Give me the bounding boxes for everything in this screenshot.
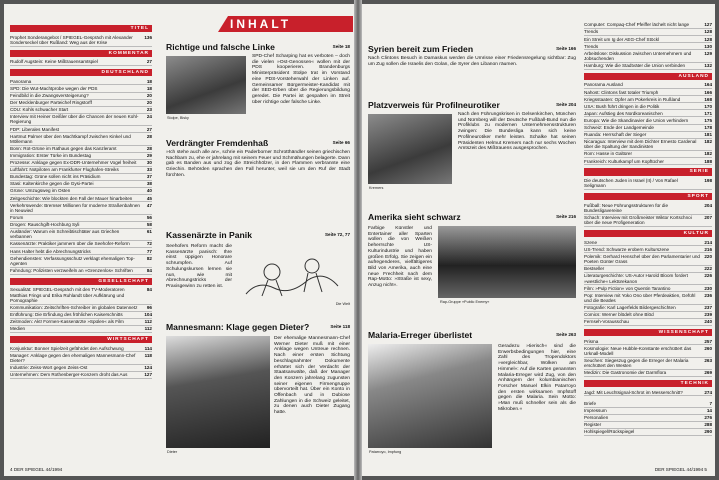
toc-entry-page: 290	[704, 429, 712, 435]
toc-entry-page: 28	[146, 133, 152, 139]
toc-entry-page: 124	[144, 365, 152, 371]
toc-entry-text: Trends	[584, 29, 599, 35]
toc-entry-page: 18	[146, 78, 152, 84]
toc-entry-page: 276	[704, 415, 712, 421]
toc-entry-text: Die deutschen Juden in Israel (II) / Von Rafael Seligmann	[584, 177, 678, 189]
article-title: Kassenärzte in Panik	[166, 230, 252, 240]
toc-entry	[10, 365, 152, 372]
toc-entry	[10, 107, 152, 114]
toc-entry-text: US-Trend: Schwarze erobern Kulturszene	[584, 246, 670, 252]
toc-entry	[584, 292, 712, 304]
toc-entry-page: 128	[704, 36, 712, 42]
toc-entry-page: 240	[704, 319, 712, 325]
toc-section-header: AUSLAND	[584, 73, 712, 80]
toc-entry	[584, 63, 712, 70]
toc-entry	[584, 305, 712, 312]
toc-entry-text: Literaturgeschichte: US-Autor Harold Bloom fordert »westliche« Lektürekanon	[584, 273, 688, 284]
toc-entry-page: 27	[146, 59, 152, 65]
toc-entry-text: Bonn: Rot-Grüne im Rathaus gegen das Kanzleramt	[10, 145, 117, 151]
toc-entry	[584, 400, 712, 407]
article-amerika	[368, 212, 576, 308]
toc-entry-text: Fußball: Neue Führungsstrukturen für die Bundesligavereine	[584, 202, 669, 213]
toc-entry	[584, 358, 712, 370]
toc-entry-text: Zeitgeschichte: Wie blockten den Fall der Mauer hinarbeiten	[10, 195, 133, 201]
inhalt-title: INHALT	[230, 17, 292, 31]
toc-entry-text: Panorama	[10, 78, 32, 84]
article-photo	[368, 114, 452, 184]
toc-entry-text: Japan: Aufstieg des Nordkoreanischen	[584, 110, 663, 116]
toc-entry	[10, 268, 152, 275]
toc-entry-page: 239	[704, 312, 712, 318]
toc-entry	[10, 93, 152, 100]
toc-entry-page: 178	[704, 124, 712, 130]
toc-entry-text: Immigration: Erster Türke im Bundestag	[10, 153, 92, 159]
toc-entry	[10, 181, 152, 188]
toc-entry-text: Rudolf Augstein: Keine Mißtrauensamtspiel	[10, 59, 98, 65]
toc-entry-text: Register	[584, 422, 602, 428]
toc-entry-text: Schweiz: Ende der Landgemeinde	[584, 124, 654, 130]
toc-entry-page: 182	[704, 139, 712, 145]
toc-entry	[584, 370, 712, 377]
toc-entry	[584, 89, 712, 96]
toc-entry-text: Fotografie: Karl Lagerfelds Bildergeschichten	[584, 305, 676, 311]
toc-entry-page: 236	[704, 292, 712, 298]
article-title: Syrien bereit zum Frieden	[368, 44, 474, 54]
toc-section-header: KOMMENTAR	[10, 50, 152, 57]
toc-entry-page: 132	[704, 63, 712, 69]
toc-entry	[584, 239, 712, 246]
toc-entry-page: 84	[146, 268, 152, 274]
article-body: Der ehemalige Mannesmann-Chef Werner Dieter muß mit einer Anklage wegen Untreue rechnen. Nach einer ersten Sichtung beschlagnahmter Dokumente erhärtet sich der Verdacht der Staatsanwälte, daß der Manager den Konzern jahrelang zugunsten seiner eigenen Firmengruppe übervorteilt hat. Über ein Konto in Offenbach und in Dubiose Zahlungen in die Schweiz geleitet, zu denen auch Dieter Zugang hatte.	[274, 336, 350, 416]
toc-entry-page: 77	[146, 248, 152, 254]
toc-entry	[10, 215, 152, 222]
toc-entry-page: 20	[146, 92, 152, 98]
toc-entry-page: 214	[704, 239, 712, 245]
toc-entry-text: Industrie: Zeiss-Wort gegen Zeiss-Ost	[10, 365, 88, 371]
toc-entry	[10, 126, 152, 133]
toc-entry-text: Konjunktur: Bonner Spielzeit gefährdet den Aufschwung	[10, 345, 124, 351]
toc-entry-text: Grüne: Umzugsweg im Osten	[10, 188, 71, 194]
toc-entry-text: Gehendiensten: Verfassungsschutz verklagt ehemaligen Top-Agenten	[10, 255, 135, 266]
toc-section-header: TITEL	[10, 25, 152, 32]
toc-entry-text: Prisma	[584, 338, 599, 344]
toc-entry-page: 166	[704, 89, 712, 95]
toc-entry	[584, 158, 712, 165]
toc-entry-page: 14	[706, 407, 712, 413]
toc-entry	[10, 34, 152, 46]
toc-entry-page: 82	[146, 255, 152, 261]
toc-entry-page: 96	[146, 305, 152, 311]
toc-entry-page: 72	[146, 241, 152, 247]
toc-entry-page: 198	[704, 177, 712, 183]
toc-entry-text: Stasi: Kaltenkirche gegen die Gysi-Partei	[10, 181, 94, 187]
toc-entry-text: Nicaragua: Interview mit dem Dichter Ernesto Cardenal über die Spaltung der Sandinisten	[584, 139, 697, 150]
photo-caption: Kremers	[369, 186, 384, 190]
article-body: SPD-Chef Scharping hat es verboten – doch die vielen »Ost-Genossen« wollen mit der PDS kooperieren. Brandenburgs Ministerpräsident Stolpe trat im Vorstand eine PDS-Vorsteherwahl der Linken auf. Gemeinsamer Bürgermeister-Kandidat mit der SED-Erben über die Regierungsbildung geredet. Die Partei ist gespalten im Streit über richtige oder falsche Linke.	[252, 54, 350, 105]
article-kassenaerzte	[166, 230, 350, 308]
toc-entry-page: 226	[704, 273, 712, 279]
toc-entry-page: 170	[704, 103, 712, 109]
toc-entry	[10, 241, 152, 248]
toc-entry	[10, 167, 152, 174]
toc-entry	[584, 178, 712, 190]
cartoon-illustration	[238, 250, 346, 300]
article-page: Seite 216	[556, 214, 576, 219]
toc-entry	[584, 22, 712, 29]
toc-entry-page: 269	[704, 370, 712, 376]
toc-entry	[584, 117, 712, 124]
toc-entry	[10, 59, 152, 66]
toc-entry-page: 181	[704, 132, 712, 137]
toc-entry-page: 118	[144, 352, 152, 358]
toc-entry	[10, 305, 152, 312]
toc-entry-page: 56	[146, 214, 152, 220]
toc-entry	[584, 43, 712, 50]
toc-entry	[10, 287, 152, 305]
article-body: Nach Clintons Besuch in Damaskus werden die Umrisse einer Friedensregelung sichtbar: Zug um Zug sollen die Israelis den Golan, die Syrer den Libanon räumen.	[368, 56, 576, 67]
toc-entry	[584, 253, 712, 265]
toc-entry	[584, 132, 712, 139]
toc-entry	[584, 151, 712, 158]
toc-entry-page: 263	[704, 358, 712, 364]
toc-entry	[10, 372, 152, 379]
toc-entry	[10, 114, 152, 126]
toc-entry	[10, 188, 152, 195]
toc-entry-text: Kassenärzte: Praktiker jammern über die Seehofer-Reform	[10, 241, 130, 247]
toc-entry	[10, 78, 152, 85]
toc-entry-page: 45	[146, 195, 152, 201]
toc-entry-text: Interview mit Heiner Geißler über die Chancen der neuen Kohl-Regierung	[10, 114, 139, 125]
toc-entry-page: 61	[146, 229, 152, 235]
toc-entry-page: 30	[146, 160, 152, 166]
toc-section-header: KULTUR	[584, 230, 712, 237]
article-body: Seehofers Reform macht die Kassenärzte panisch: Ihre einst üppigen Honorare schrumpfen. Auf Schulungskursen lernen sie nun, wie mit Abrechnungstricks der Praxisgewinn zu retten ist.	[166, 244, 232, 289]
article-body: Farbige Künstler und Entertainer aller Sparten wollen die von Weißen beherrschte US-Kulturindustrie und haben großen Erfolg. Sie zeigen ein aufregenderes, vielfältigeres Bild von Amerika, auch eine neue Frechheit nach dem Rap-Motto: »Straße ist sexy, Anzug nicht«.	[368, 226, 432, 289]
toc-entry	[10, 195, 152, 202]
toc-entry-page: 18	[146, 85, 152, 91]
toc-entry	[584, 103, 712, 110]
toc-entry-text: Comics: Werner blödelt ohne Blöd	[584, 312, 654, 318]
toc-entry-text: Feindbild in die Zwangsversteigerung?	[10, 92, 89, 98]
toc-entry-text: Trends	[584, 43, 599, 49]
toc-entry-page: 274	[704, 389, 712, 395]
toc-entry-text: Entführung: Die Erfindung des fröhlichen Kaiserschnitts	[10, 312, 123, 318]
toc-entry-text: Unternehmen: Dem Rothenberger-Konzern droht das Aus	[10, 372, 128, 378]
toc-entry-text: Rom: Hasse in Galtürer	[584, 151, 632, 157]
article-photo	[438, 226, 576, 298]
toc-entry	[10, 222, 152, 229]
article-title: Verdrängter Fremdenhaß	[166, 138, 269, 148]
toc-entry-page: 104	[144, 312, 152, 318]
toc-entry-text: Ausländer: Warum ein Schreibtischtäter aus Griechen verbannen	[10, 229, 120, 240]
article-page: Seite 66	[332, 140, 350, 145]
article-mannesmann	[166, 322, 350, 462]
toc-entry-page: 7	[709, 400, 712, 406]
toc-entry-text: Sexualität: SPIEGEL-Gespräch mit den TV-Moderatoren Matthias Frings und Erika Ruhlandt über Aufklärung und Pornographie	[10, 287, 125, 303]
toc-entry-text: USA: Bush führt dringen in die Politik	[584, 103, 660, 109]
toc-entry-text: Ruanda: Herrschaft der Sieger	[584, 132, 647, 137]
toc-entry-page: 33	[146, 167, 152, 173]
toc-entry-text: Schach: Interview mit Großmeister Wiktor Kortschnoi über die neue Profigeneration	[584, 214, 692, 226]
toc-entry-text: Prophet Sonderangebot / SPIEGEL-Gespräch mit Alexander Sonderseckel über Rußland: Weg aus der Krise	[10, 34, 133, 45]
toc-entry-page: 188	[704, 158, 712, 164]
toc-entry-page: 20	[146, 99, 152, 105]
photo-caption: Rap-Gruppe »Public Enemy«	[440, 300, 490, 304]
toc-entry-text: Drogen: Rauschgift-Hochburg Syli	[10, 222, 80, 228]
toc-entry	[584, 285, 712, 292]
toc-entry-page: 168	[704, 96, 712, 102]
article-body: Geradezu »tierisch« sind die Erwerbsbedingungen hier, eine Zahl des Tropendoktors »vergleichbar, Wolken am Himmel«: Auf die Karten genannten Malaria-Erreger wird Zug, von den Anhängern der kolumbianischen Forscher Manuel Elkin Patarroyo den ersten wirksamen Impfstoff gegen die Malaria. Sein Motto: »Man muß schneller sein als die Mikroben.«	[498, 344, 576, 412]
toc-entry-text: Forum	[10, 214, 24, 220]
toc-entry-text: Impressum	[584, 407, 607, 413]
article-syrien	[368, 44, 576, 96]
toc-entry-text: Luftfahrt: Notpiloten am Frankfurter Flughafen-Streiks	[10, 167, 119, 173]
toc-entry-page: 24	[146, 114, 152, 120]
portrait-photo	[166, 336, 270, 448]
toc-entry	[10, 133, 152, 145]
article-malaria	[368, 330, 576, 464]
toc-entry-text: Hartmut Palmer über den Machtkampf zwischen Kinkel und Möllemann	[10, 133, 131, 144]
toc-entry-text: Briefe	[584, 400, 597, 406]
toc-entry-page: 58	[146, 222, 152, 228]
toc-entry	[584, 36, 712, 43]
photo-caption: Stolpe, Bisky	[167, 116, 189, 120]
toc-entry	[584, 319, 712, 326]
toc-section-header: SPORT	[584, 193, 712, 200]
toc-entry	[584, 50, 712, 62]
toc-entry	[584, 273, 712, 285]
inhalt-banner	[218, 16, 353, 32]
toc-entry-page: 37	[146, 174, 152, 180]
toc-entry-text: Medizin: Die Gastronomie der Darmflora	[584, 370, 667, 376]
toc-entry-text: Hans Halter hebt die Abrechnungstricks	[10, 248, 91, 254]
toc-entry-text: Ein Streit um Ig der AEG-Chef Stöckl	[584, 36, 660, 42]
toc-entry	[10, 326, 152, 333]
toc-entry-page: 23	[146, 107, 152, 113]
toc-section-header: GESELLSCHAFT	[10, 278, 152, 285]
toc-entry-page: 38	[146, 181, 152, 187]
toc-entry-page: 222	[704, 266, 712, 272]
cartoon-caption: Die Welt	[335, 302, 350, 306]
toc-entry-text: Panorama Ausland	[584, 82, 623, 88]
toc-entry-text: Fahndung: Polizisten verzweifeln an »Grenzenlos« Schriften	[10, 268, 133, 274]
toc-entry	[584, 215, 712, 227]
article-page: Seite 118	[330, 324, 350, 329]
toc-entry	[584, 202, 712, 214]
toc-entry-page: 112	[144, 319, 152, 325]
article-richtige-linke	[166, 42, 350, 137]
toc-entry-page: 182	[704, 151, 712, 157]
toc-entry-page: 28	[146, 145, 152, 151]
article-page: Seite 72, 77	[324, 232, 350, 237]
toc-entry-page: 257	[704, 338, 712, 344]
toc-entry-page: 216	[704, 246, 712, 252]
toc-entry-text: CDU: Kohls schwacher Start	[10, 107, 69, 113]
article-title: Mannesmann: Klage gegen Dieter?	[166, 322, 310, 332]
toc-section-header: SERIE	[584, 168, 712, 175]
toc-entry-page: 130	[704, 43, 712, 49]
toc-entry	[10, 352, 152, 364]
article-title: Platzverweis für Profilneurotiker	[368, 100, 500, 110]
toc-entry	[10, 146, 152, 153]
toc-entry-text: Fernseh-Vorausschau	[584, 319, 629, 325]
toc-entry-text: SPD: Die Wut-Machtprobe wegen der PDS	[10, 85, 98, 91]
toc-entry-text: Hohlspiegel/Rückspiegel	[584, 429, 635, 435]
article-page: Seite 166	[556, 46, 576, 51]
article-body: »Ich stehe auch alle an«, schrie ein Paderborner Schrotthändler seinen griechischen Nachbarn zu, ehe er jahrelang mit seinem Feuer und Schmähungen belagerte. Dann gab es Banden aus und zog die Streichhölzer, in den Flammen verbrannte eine Griechin. Behörden sprachen den Fall herunter, weil sie um den Ruf der Stadt fürchten.	[166, 150, 350, 178]
toc-entry-text: Manager: Anklage gegen den ehemaligen Mannesmann-Chef Dieter?	[10, 352, 136, 364]
toc-entry	[584, 415, 712, 422]
toc-entry-page: 237	[704, 305, 712, 311]
toc-entry-text: Prozesse: Anklage gegen Ex-DDR-Unternehmer Vogel freiheit	[10, 160, 137, 166]
right-table-of-contents	[584, 22, 712, 436]
toc-entry-text: Seuchen: Siegeszug gegen die Erreger der Malaria erschüttert den Westen	[584, 358, 689, 369]
toc-entry-page: 40	[146, 188, 152, 194]
toc-entry	[584, 422, 712, 429]
toc-entry-text: Europa: Wie die Skandinavier die Union verhindern	[584, 117, 689, 123]
toc-entry-text: Verkehrswende: Bremser Millionen für moderne Straßenbahnen in Neuwied	[10, 202, 140, 213]
toc-entry-text: Medien	[10, 326, 26, 332]
toc-entry-page: 204	[704, 202, 712, 208]
article-page: Seite 263	[556, 332, 576, 337]
left-page	[4, 4, 354, 476]
toc-entry-text: Kosmologie: Neue Hubble-Konstante erschüttert das Urknall-Modell	[584, 345, 692, 356]
toc-entry	[10, 312, 152, 319]
toc-section-header: TECHNIK	[584, 380, 712, 387]
toc-entry-text: Zeitmoden: Akt! Formen-Kassenärzte »Spülen« als Film	[10, 319, 124, 325]
toc-entry-text: Bundestag: Grüne sollen nicht ins Präsidium	[10, 174, 101, 180]
toc-entry	[584, 312, 712, 319]
toc-entry-text: Nahost: Clintons fast totaler Triumph	[584, 89, 659, 95]
toc-entry-text: Personalien	[584, 415, 609, 421]
toc-entry-page: 127	[704, 22, 712, 28]
article-profilneurotiker	[368, 100, 576, 190]
article-title: Amerika sieht schwarz	[368, 212, 461, 222]
toc-entry-text: Hamburg: Wie die Stadtväter die Union verbinden	[584, 63, 686, 69]
toc-entry-text: Frankreich: Kulturkampf um Kopftücher	[584, 158, 664, 164]
page-footer-left: 4 DER SPIEGEL 44/1994	[10, 467, 63, 472]
toc-entry	[10, 85, 152, 92]
toc-entry-page: 171	[704, 110, 712, 116]
photo-caption: Patarroyo, Impfung	[369, 450, 402, 454]
toc-entry	[584, 96, 712, 103]
toc-entry-text: FDP: Liberales Manifest	[10, 126, 60, 132]
toc-entry	[10, 174, 152, 181]
toc-entry-page: 260	[704, 345, 712, 351]
toc-entry-page: 288	[704, 422, 712, 428]
toc-section-header: WISSENSCHAFT	[584, 329, 712, 336]
article-photo	[368, 344, 492, 448]
toc-entry-page: 114	[144, 345, 152, 351]
toc-entry-page: 112	[144, 326, 152, 332]
toc-entry	[584, 29, 712, 36]
article-photo	[166, 56, 246, 114]
toc-entry-page: 129	[704, 50, 712, 56]
toc-entry	[584, 338, 712, 345]
toc-entry-page: 164	[704, 82, 712, 88]
toc-entry-text: Kriegsstaaten: Opfer am Pokerkreis in Rußland	[584, 96, 681, 102]
toc-entry-text: Der Mecklenburger Parteichef Ringstorff	[10, 99, 92, 105]
toc-entry	[10, 319, 152, 326]
toc-entry-text: Film: »Pulp Fiction« von Quentin Tarantino	[584, 285, 671, 291]
toc-entry	[10, 100, 152, 107]
toc-entry-text: Jagd: Mit Leuchtsignal-Schrot im Messerschnitt?	[584, 389, 683, 395]
toc-entry	[10, 345, 152, 352]
toc-entry-text: Bestseller	[584, 266, 605, 272]
toc-entry	[584, 246, 712, 253]
toc-section-header: DEUTSCHLAND	[10, 69, 152, 76]
toc-entry-page: 175	[704, 117, 712, 123]
toc-entry-page: 84	[146, 287, 152, 293]
article-page: Seite 18	[332, 44, 350, 49]
toc-entry	[10, 229, 152, 241]
toc-entry	[10, 202, 152, 214]
toc-entry-text: Kommunikation: Zeitschriften-Schreiber im globalen Datennetz	[10, 305, 138, 311]
magazine-gutter	[354, 0, 362, 480]
article-title: Malaria-Erreger überlistet	[368, 330, 473, 340]
right-page	[362, 4, 715, 476]
toc-entry-page: 128	[704, 29, 712, 35]
toc-entry-page: 29	[146, 153, 152, 159]
article-page: Seite 204	[556, 102, 576, 107]
toc-entry	[10, 160, 152, 167]
toc-entry-text: Pop: Interview mit Yoko Ono über Pferdeaktien, Gefühl und die Beatles	[584, 292, 696, 303]
toc-entry	[10, 153, 152, 160]
toc-entry	[584, 408, 712, 415]
photo-caption: Dieter	[167, 450, 178, 454]
toc-entry	[584, 82, 712, 89]
toc-entry	[584, 429, 712, 436]
toc-entry-page: 47	[146, 202, 152, 208]
toc-entry-text: Polemik: Gerhard Henschel über den Parlamentarier und Poeten Günter Grass	[584, 253, 700, 265]
toc-entry	[584, 389, 712, 396]
toc-entry	[584, 345, 712, 357]
toc-entry	[584, 125, 712, 132]
left-table-of-contents	[10, 22, 152, 379]
toc-entry	[584, 266, 712, 273]
toc-entry-text: Szene	[584, 239, 598, 245]
toc-entry-page: 27	[146, 126, 152, 132]
article-body: Nach den Führungskrisen in Gelsenkirchen, München und Nürnberg will der Deutsche Fußball-Bund nun die Profiklubs zu modernen Unternehmensstrukturen zwingen: Die Bundesliga kann sich keine Profilneurotiker mehr leisten. Schalke hat seinen Präsidenten Helmut Kremers nach nur sechs Wochen Amtszeit des Mißtrauens ausgesprochen.	[458, 112, 576, 152]
toc-entry	[10, 255, 152, 267]
toc-entry	[10, 248, 152, 255]
toc-entry-page: 230	[704, 285, 712, 291]
toc-entry-text: Arbeitslose: Diskussion zwischen Unternehmern und Jobsuchenden	[584, 50, 692, 61]
toc-section-header: WIRTSCHAFT	[10, 336, 152, 343]
toc-entry-page: 127	[144, 372, 152, 378]
page-footer-right: DER SPIEGEL 44/1994 5	[654, 467, 707, 472]
toc-entry-page: 220	[704, 253, 712, 259]
toc-entry-page: 136	[144, 34, 152, 40]
toc-entry	[584, 110, 712, 117]
toc-entry-text: Computer: Compaq-Chef Pfeiffer lächelt nicht lange	[584, 22, 690, 28]
article-title: Richtige und falsche Linke	[166, 42, 275, 52]
article-fremdenhass	[166, 138, 350, 186]
toc-entry	[584, 139, 712, 151]
toc-entry-page: 207	[704, 214, 712, 220]
